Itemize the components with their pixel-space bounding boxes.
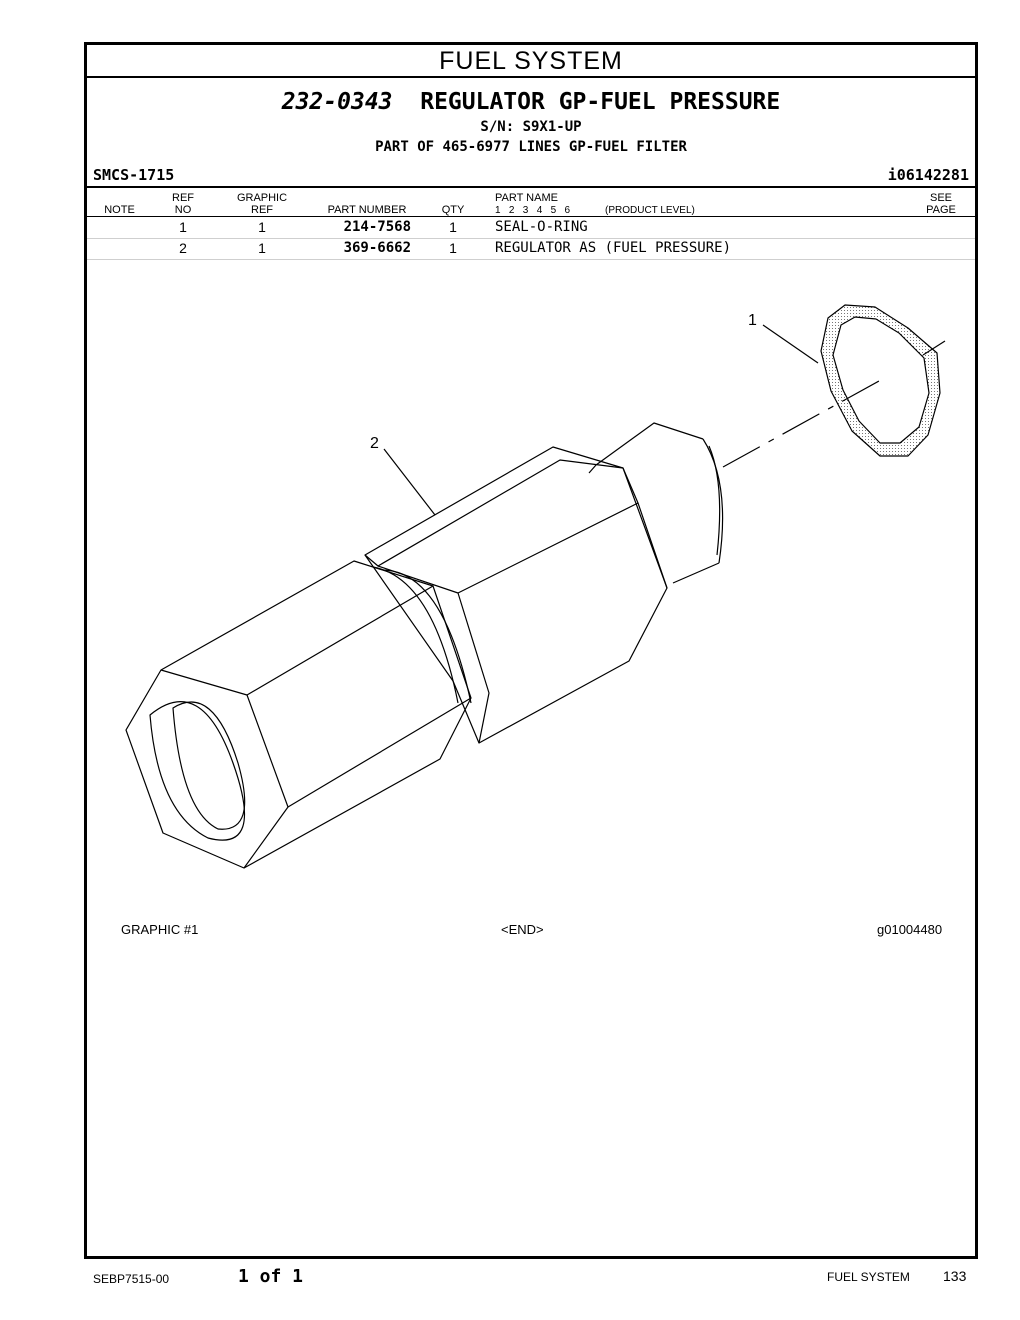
- header-part-name: PART NAME: [495, 192, 558, 204]
- page-frame: [84, 42, 978, 1259]
- row-part-number: 214-7568: [343, 219, 411, 235]
- parts-illustration: [87, 265, 975, 925]
- header-rule-bottom: [87, 216, 975, 217]
- end-marker: <END>: [501, 922, 544, 937]
- row-part-name: SEAL-O-RING: [495, 219, 588, 235]
- header-levels: 1 2 3 4 5 6: [495, 205, 571, 216]
- row-divider: [87, 259, 975, 260]
- row-part-number: 369-6662: [343, 240, 411, 256]
- callout-1: 1: [748, 312, 757, 329]
- row-part-name: REGULATOR AS (FUEL PRESSURE): [495, 240, 732, 256]
- header-product-level: (PRODUCT LEVEL): [605, 205, 695, 216]
- header-see-bottom: PAGE: [926, 204, 956, 216]
- group-name: REGULATOR GP-FUEL PRESSURE: [420, 89, 781, 115]
- header-ref-bottom: NO: [174, 204, 192, 216]
- row-qty: 1: [449, 240, 457, 256]
- row-divider: [87, 238, 975, 239]
- graphic-id: g01004480: [877, 922, 943, 937]
- callout-2: 2: [370, 435, 379, 452]
- leader-2: [384, 449, 435, 515]
- smcs-code: SMCS-1715: [93, 166, 175, 184]
- footer-page-number: 133: [943, 1268, 967, 1284]
- header-graphic-top: GRAPHIC: [236, 192, 288, 204]
- footer-doc-number: SEBP7515-00: [93, 1272, 170, 1286]
- header-see-top: SEE: [929, 192, 952, 204]
- part-of-line: PART OF 465-6977 LINES GP-FUEL FILTER: [375, 139, 687, 155]
- group-heading: [87, 89, 975, 115]
- leader-1: [763, 325, 818, 363]
- footer-section: FUEL SYSTEM: [827, 1270, 910, 1284]
- graphic-caption: GRAPHIC #1: [121, 922, 199, 937]
- row-graphic-ref: 1: [258, 219, 266, 235]
- footer-page-of: 1 of 1: [238, 1266, 304, 1287]
- illustration-id: i06142281: [887, 166, 969, 184]
- header-ref-top: REF: [172, 192, 194, 204]
- row-qty: 1: [449, 219, 457, 235]
- group-number: 232-0343: [281, 89, 393, 115]
- row-ref-no: 1: [179, 219, 187, 235]
- header-graphic-bottom: REF: [251, 204, 273, 216]
- section-title: FUEL SYSTEM: [87, 45, 975, 78]
- header-rule-top: [87, 186, 975, 188]
- header-note: NOTE: [104, 204, 135, 216]
- seal-o-ring-drawing: [821, 305, 940, 456]
- header-qty: QTY: [441, 204, 465, 216]
- row-ref-no: 2: [179, 240, 187, 256]
- serial-number: S/N: S9X1-UP: [480, 119, 582, 135]
- header-part-number: PART NUMBER: [327, 204, 407, 216]
- regulator-drawing: [126, 423, 723, 868]
- row-graphic-ref: 1: [258, 240, 266, 256]
